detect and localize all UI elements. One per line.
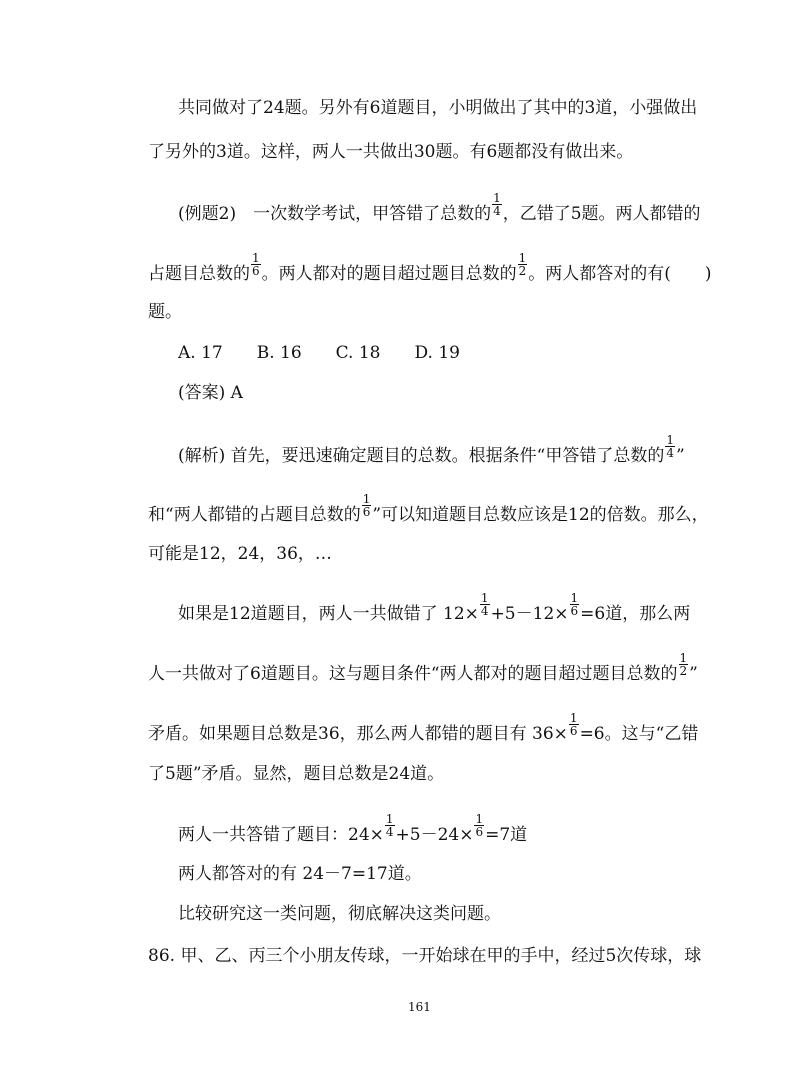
text-segment: 了另外的3道。这样，两人一共做出30题。有6题都没有做出来。 [148, 142, 634, 162]
text-segment: 占题目总数的 [148, 264, 250, 284]
text-segment: +5－24× [395, 825, 474, 845]
fraction-numerator: 1 [385, 812, 394, 826]
text-segment: 。两人都答对的有( ) [528, 264, 712, 284]
fraction-numerator: 1 [252, 251, 260, 265]
text-segment: 86. 甲、乙、丙三个小朋友传球，一开始球在甲的手中，经过5次传球，球 [148, 946, 702, 966]
text-line [178, 433, 685, 469]
text-segment: +5－12× [490, 604, 569, 624]
text-segment: 。两人都对的题目超过题目总数的 [261, 264, 517, 284]
text-segment: 人一共做对了6道题目。这与题目条件“两人都对的题目超过题目总数的 [148, 664, 678, 684]
text-segment: =6道，那么两 [580, 604, 691, 624]
fraction-numerator: 1 [475, 812, 484, 826]
fraction-denominator: 4 [480, 604, 489, 618]
fraction-denominator: 4 [666, 446, 674, 460]
fraction [362, 493, 372, 518]
text-line [148, 764, 444, 784]
fraction-denominator: 4 [493, 204, 501, 218]
fraction-numerator: 1 [569, 711, 578, 725]
text-segment: 共同做对了24题。另外有6道题目，小明做出了其中的3道，小强做出 [178, 98, 698, 118]
fraction [518, 252, 528, 277]
fraction [480, 592, 490, 617]
fraction [665, 434, 675, 459]
text-segment: 了5题”矛盾。显然，题目总数是24道。 [148, 764, 445, 784]
question-line [148, 946, 701, 966]
text-line [148, 711, 699, 747]
text-segment: 两人一共答错了题目：24× [178, 825, 384, 845]
fraction-numerator: 1 [362, 492, 371, 506]
fraction-numerator: 1 [679, 651, 688, 665]
text-segment: (解析) 首先，要迅速确定题目的总数。根据条件“甲答错了总数的 [178, 446, 665, 466]
text-segment: 两人都答对的有 24－7=17道。 [178, 864, 422, 884]
fraction-denominator: 2 [679, 664, 688, 678]
text-segment: ，乙错了5题。两人都错的 [502, 204, 701, 224]
text-line [178, 812, 528, 848]
fraction-denominator: 6 [569, 724, 578, 738]
text-segment: 如果是12道题目，两人一共做错了 12× [178, 604, 479, 624]
text-segment: 和“两人都错的占题目总数的 [148, 505, 361, 525]
text-line [178, 864, 422, 884]
text-segment: ” [689, 664, 698, 684]
text-segment: ” [676, 446, 685, 466]
fraction-denominator: 6 [570, 604, 579, 618]
fraction-denominator: 4 [385, 825, 394, 839]
fraction-denominator: 2 [518, 264, 527, 278]
text-segment: 矛盾。如果题目总数是36，那么两人都错的题目有 36× [148, 724, 568, 744]
text-line [178, 98, 697, 118]
fraction-denominator: 6 [475, 825, 484, 839]
text-segment: (答案) A [178, 383, 243, 403]
text-segment: 可能是12，24，36，… [148, 544, 332, 564]
text-segment: =7道 [485, 825, 528, 845]
text-line [148, 492, 709, 528]
fraction [492, 192, 502, 217]
fraction-numerator: 1 [493, 191, 501, 205]
fraction-numerator: 1 [666, 433, 674, 447]
page-number: 161 [408, 1000, 431, 1014]
text-segment: 题。 [148, 302, 182, 322]
text-segment: ”可以知道题目总数应该是12的倍数。那么， [372, 505, 709, 525]
text-segment: (例题2) 一次数学考试，甲答错了总数的 [178, 204, 492, 224]
fraction [679, 652, 689, 677]
fraction [385, 813, 395, 838]
fraction-numerator: 1 [570, 591, 579, 605]
fraction-denominator: 6 [252, 264, 260, 278]
fraction [570, 592, 580, 617]
fraction [569, 712, 579, 737]
fraction [251, 252, 261, 277]
text-segment: 比较研究这一类问题，彻底解决这类问题。 [178, 904, 501, 924]
text-line [148, 651, 698, 687]
text-line [148, 251, 712, 287]
fraction-denominator: 6 [362, 505, 371, 519]
fraction [474, 813, 484, 838]
answer-line [178, 383, 243, 403]
text-line [148, 544, 332, 564]
text-line [148, 302, 182, 322]
answer-options [178, 343, 460, 363]
text-line [178, 191, 701, 227]
text-segment: =6。这与“乙错 [579, 724, 699, 744]
fraction-numerator: 1 [518, 251, 527, 265]
text-line [148, 142, 633, 162]
text-line [178, 904, 501, 924]
text-segment: A. 17 B. 16 C. 18 D. 19 [178, 343, 460, 363]
fraction-numerator: 1 [480, 591, 489, 605]
text-line [178, 591, 691, 627]
